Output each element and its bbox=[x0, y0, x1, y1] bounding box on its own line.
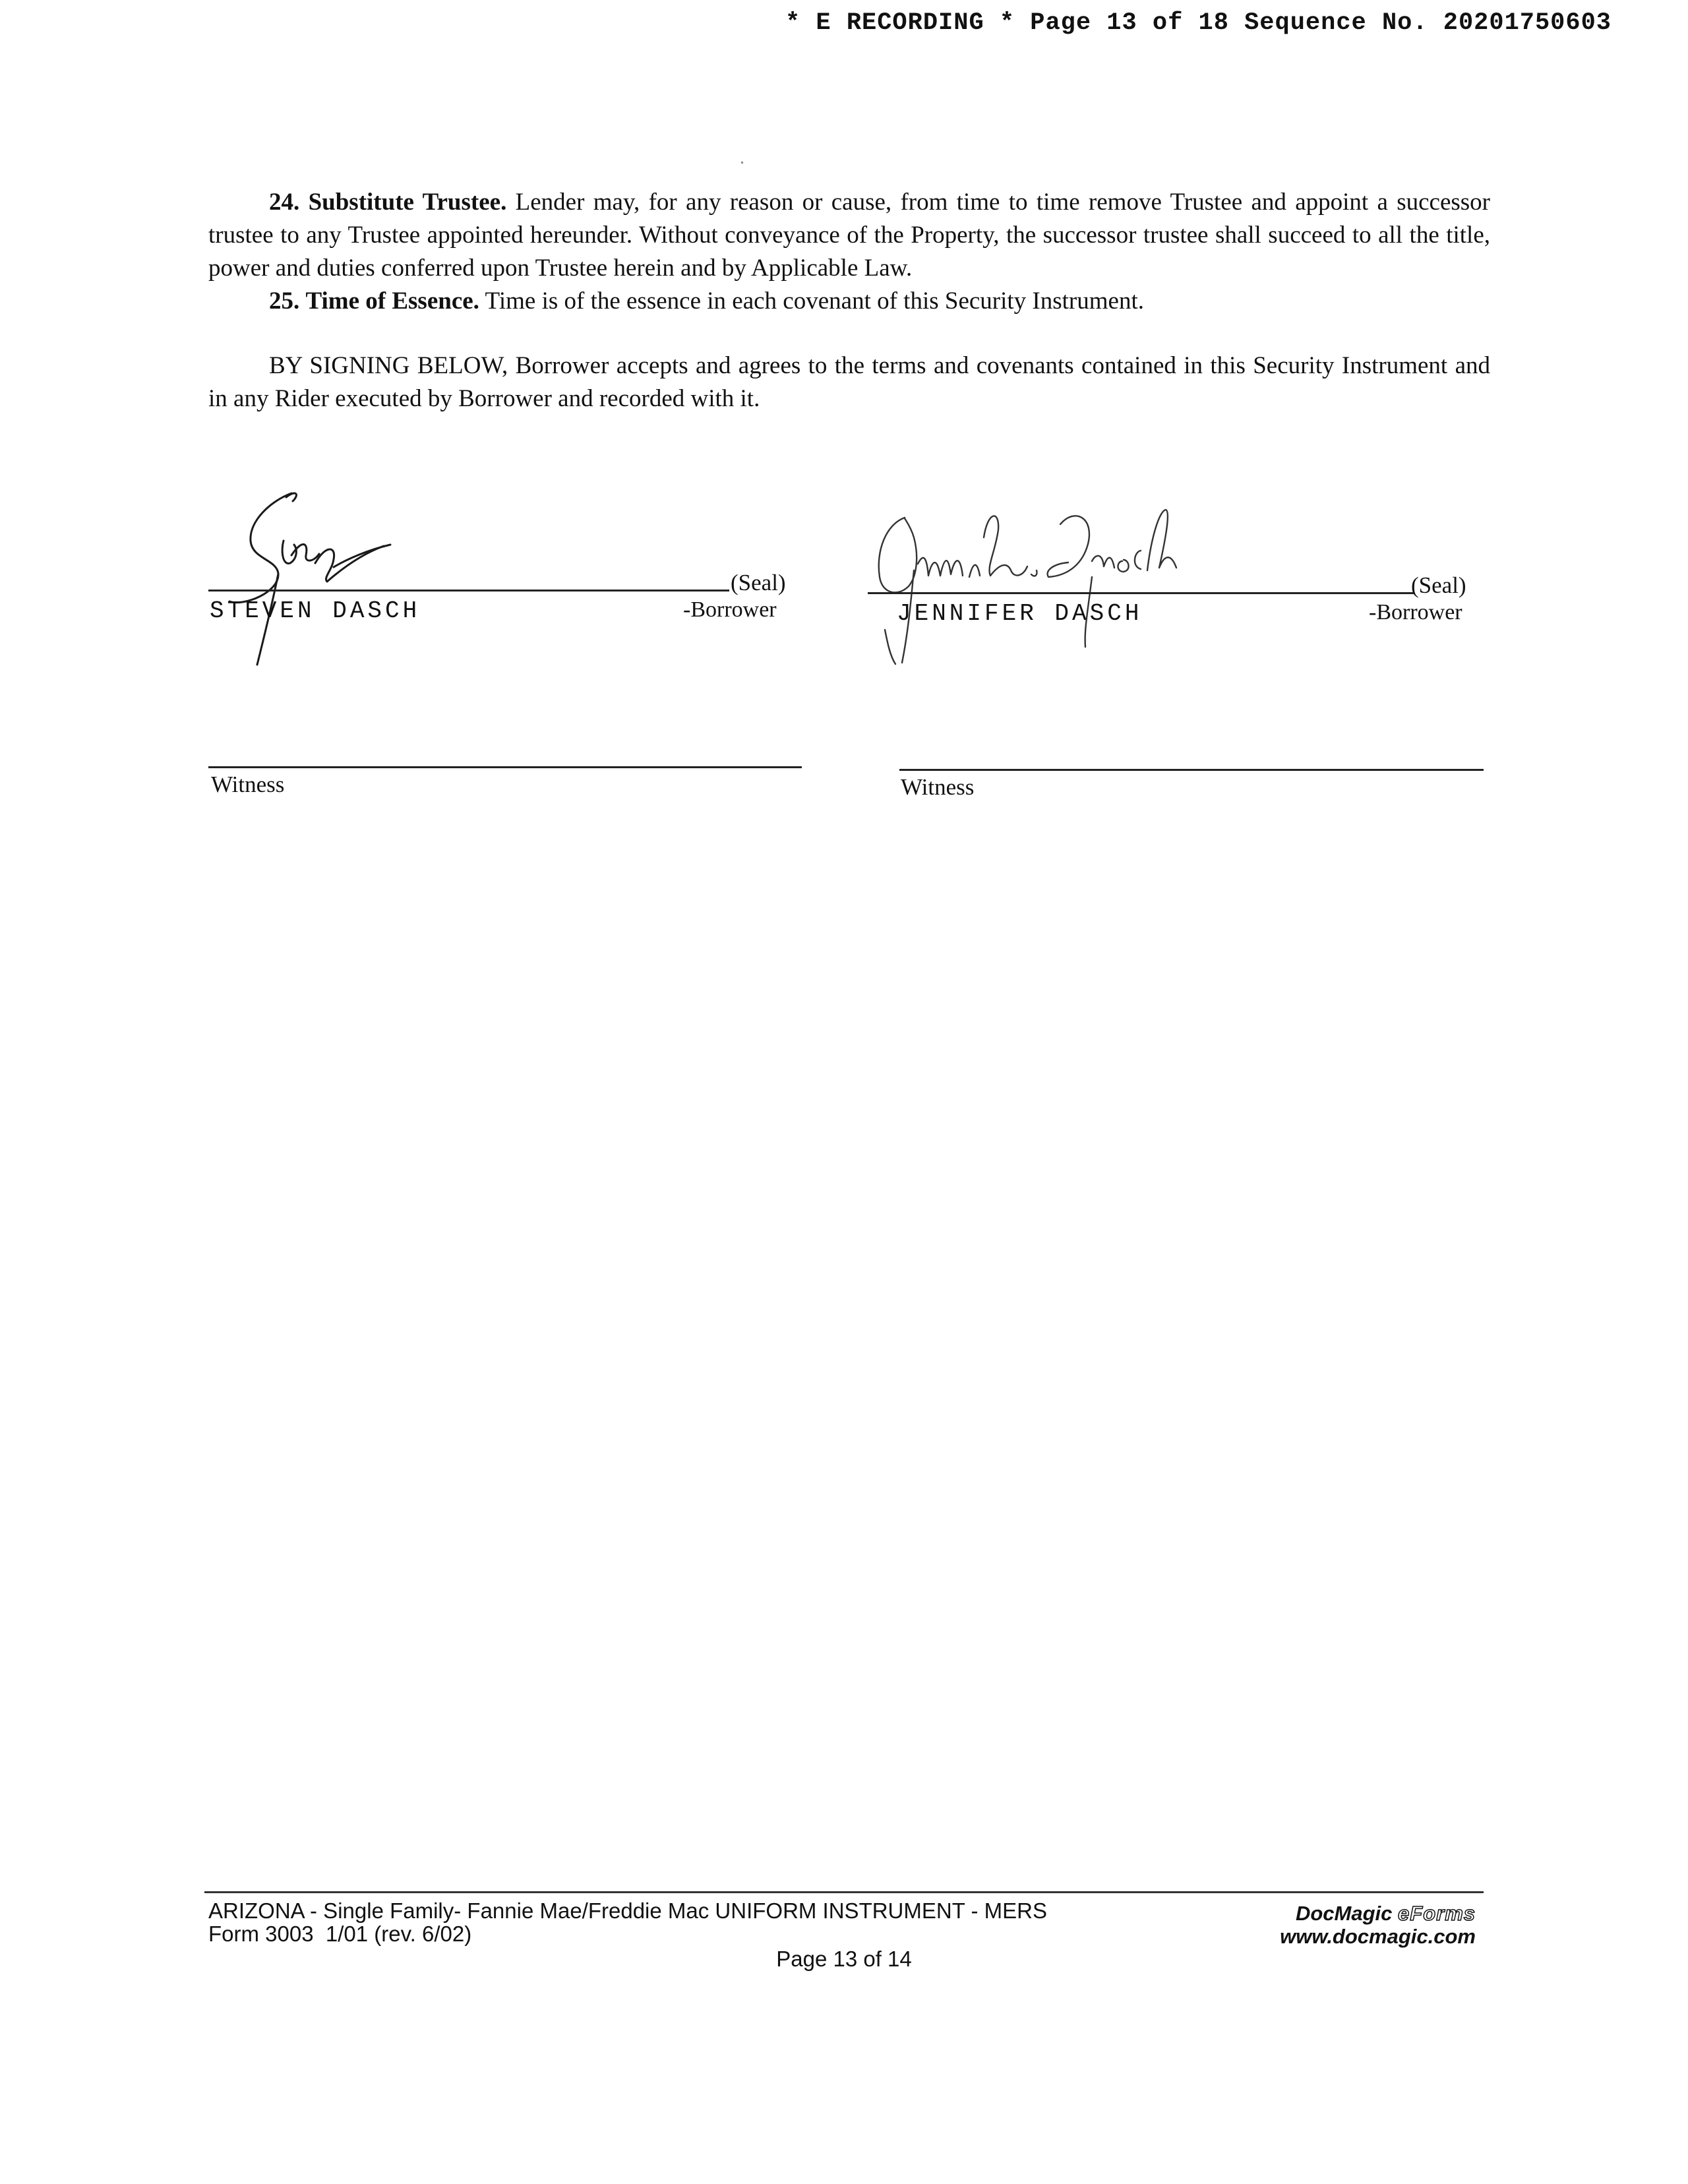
footer-form-info bbox=[208, 1899, 1047, 1945]
footer-rule bbox=[204, 1891, 1484, 1893]
signature-steven-dasch bbox=[218, 481, 415, 673]
section-24 bbox=[208, 186, 1490, 285]
footer-form-number: Form 3003 1/01 (rev. 6/02) bbox=[208, 1922, 472, 1946]
scan-speck bbox=[741, 162, 743, 164]
section-25 bbox=[208, 285, 1490, 318]
witness-line-right bbox=[899, 769, 1484, 771]
brand-url: www.docmagic.com bbox=[1280, 1925, 1476, 1948]
witness-line-left bbox=[208, 766, 802, 768]
brand-suffix: eForms bbox=[1398, 1902, 1476, 1925]
recording-header: * E RECORDING * Page 13 of 18 Sequence No. 20201750603 bbox=[785, 9, 1612, 37]
role-label-steven: -Borrower bbox=[683, 597, 777, 622]
section-25-heading: Time of Essence. bbox=[305, 288, 479, 315]
witness-label-right: Witness bbox=[901, 774, 975, 800]
section-25-number: 25. bbox=[269, 288, 300, 315]
signature-line-jennifer bbox=[868, 592, 1414, 594]
section-24-heading: Substitute Trustee. bbox=[308, 189, 507, 216]
role-label-jennifer: -Borrower bbox=[1369, 600, 1462, 624]
section-24-number: 24. bbox=[269, 189, 300, 216]
closing-statement-block bbox=[208, 349, 1490, 415]
signature-line-steven bbox=[208, 590, 729, 592]
signer-name-jennifer: JENNIFER DASCH bbox=[897, 600, 1143, 627]
seal-label-jennifer: (Seal) bbox=[1411, 572, 1466, 598]
signature-jennifer-dasch bbox=[870, 498, 1273, 676]
closing-statement: BY SIGNING BELOW, Borrower accepts and agrees to the terms and covenants contained in this Security Instrument and in any Rider executed by Borrower and recorded with it. bbox=[208, 352, 1490, 412]
signer-name-steven: STEVEN DASCH bbox=[210, 597, 421, 624]
docmagic-logo bbox=[1280, 1902, 1476, 1925]
seal-label-steven: (Seal) bbox=[731, 570, 786, 595]
section-24-text: Lender may, for any reason or cause, from time to time remove Trustee and appoint a successor trustee to any Trustee appointed hereunder. Without conveyance of the Property, the successor trustee shall succeed to all the title, power and duties conferred upon Trustee herein and by Applicable Law. bbox=[208, 189, 1490, 282]
page-number: Page 13 of 14 bbox=[776, 1947, 912, 1971]
witness-label-left: Witness bbox=[211, 772, 285, 797]
footer-brand bbox=[1280, 1902, 1476, 1948]
footer-form-title: ARIZONA - Single Family- Fannie Mae/Freddie Mac UNIFORM INSTRUMENT - MERS bbox=[208, 1898, 1047, 1923]
brand-name: DocMagic bbox=[1295, 1902, 1393, 1925]
section-25-text: Time is of the essence in each covenant of this Security Instrument. bbox=[485, 288, 1144, 315]
